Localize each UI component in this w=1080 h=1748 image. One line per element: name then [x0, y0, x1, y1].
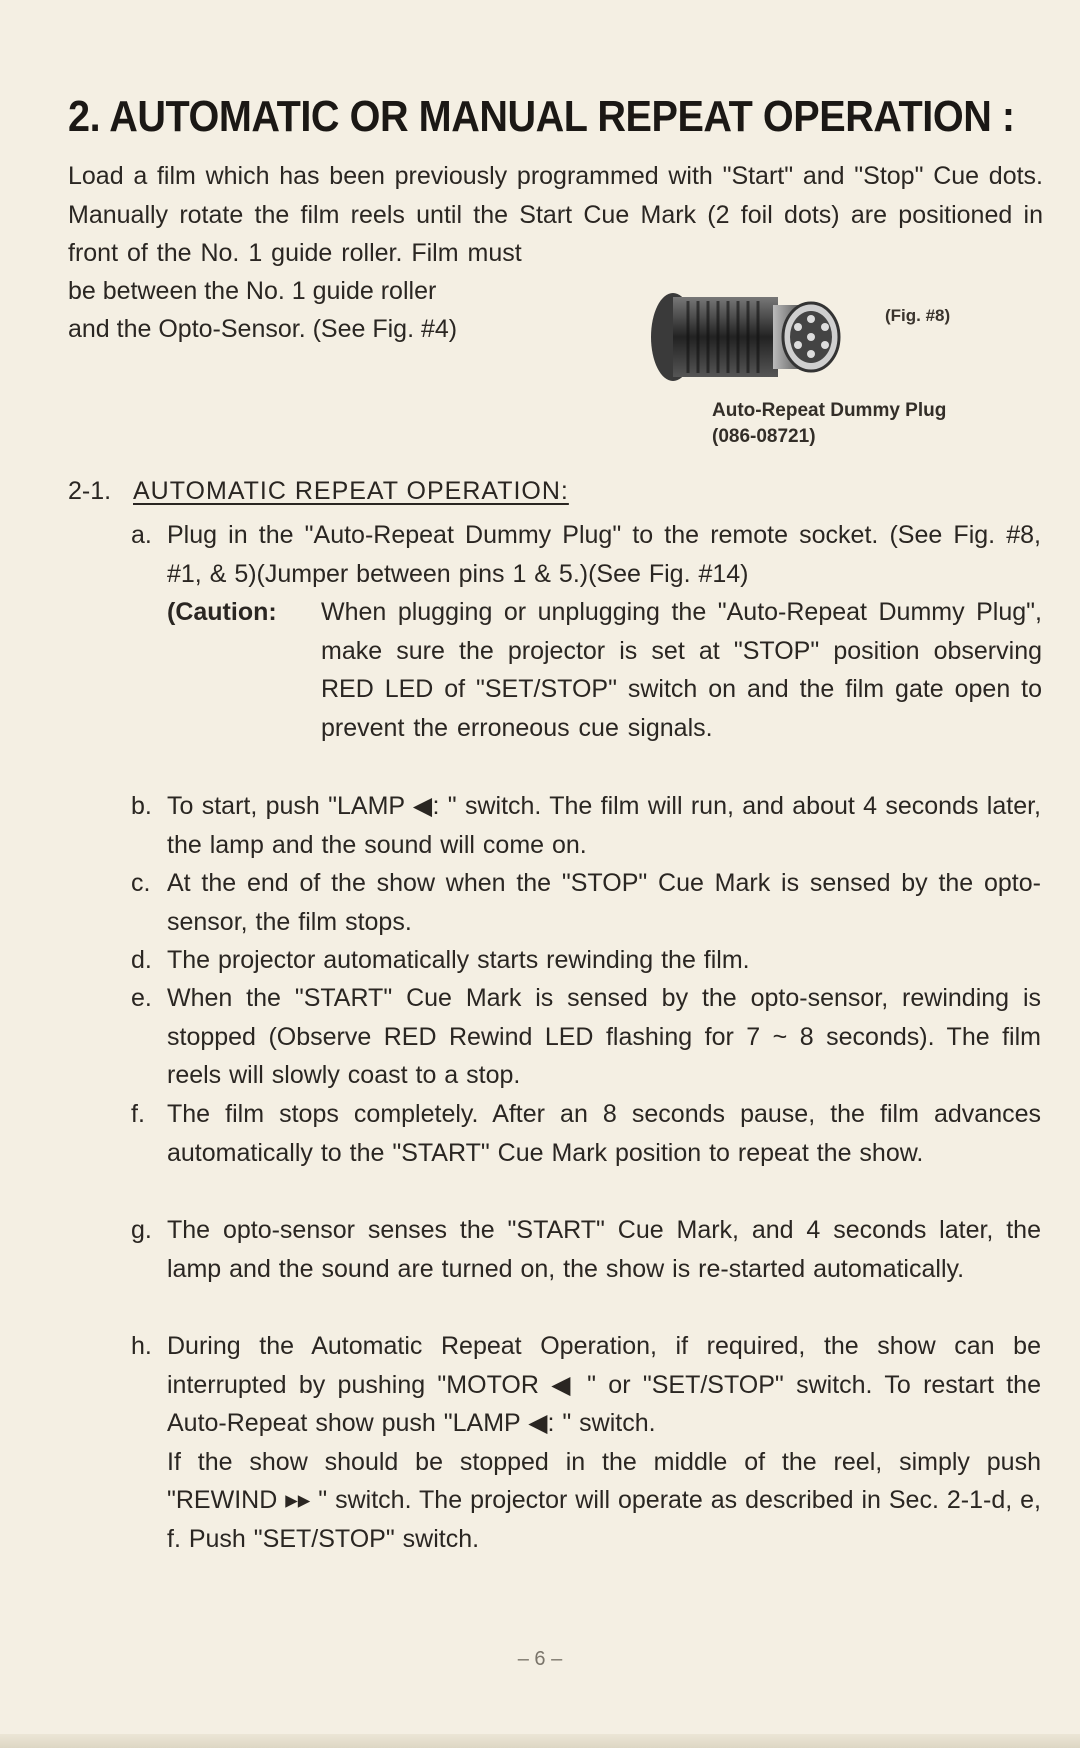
list-item-g — [131, 1211, 1041, 1288]
item-letter: a. — [131, 521, 152, 549]
item-letter: b. — [131, 792, 152, 820]
item-text: The projector automatically starts rewinding the film. — [167, 946, 750, 974]
item-text: When the "START" Cue Mark is sensed by the opto-sensor, rewinding is stopped (Observe RED Rewind LED flashing for 7 ~ 8 seconds). The film reels will slowly coast to a stop. — [167, 984, 1041, 1089]
figure-label: (Fig. #8) — [885, 306, 951, 325]
list-item-d — [131, 941, 1041, 980]
item-text-continued: If the show should be stopped in the middle of the reel, simply push "REWIND ▸▸ " switch. The projector will operate as described in Sec. 2-1-d, e, f. Push "SET/STOP" switch. — [167, 1447, 1041, 1553]
item-text: During the Automatic Repeat Operation, if required, the show can be interrupted by pushing "MOTOR ◀ " or "SET/STOP" switch. To restart the Auto-Repeat show push "LAMP ◀: " switch. — [167, 1332, 1041, 1437]
page-title: 2. AUTOMATIC OR MANUAL REPEAT OPERATION : — [68, 92, 1015, 141]
intro-paragraph: Load a film which has been previously programmed with "Start" and "Stop" Cue dots. Manually rotate the film reels until the Start Cue Mark (2 foil dots) are positioned in front of the No. 1 guide roller. Film must — [68, 162, 1043, 267]
item-text: At the end of the show when the "STOP" Cue Mark is sensed by the opto-sensor, the film stops. — [167, 869, 1041, 936]
item-letter: d. — [131, 946, 152, 974]
page-number: – 6 – — [517, 1648, 563, 1670]
item-text: Plug in the "Auto-Repeat Dummy Plug" to the remote socket. (See Fig. #8, #1, & 5)(Jumper between pins 1 & 5.)(See Fig. #14) — [167, 521, 1041, 588]
list-item-h — [131, 1327, 1041, 1558]
list-item-c — [131, 864, 1041, 941]
list-item-e — [131, 979, 1041, 1095]
caution-text: When plugging or unplugging the "Auto-Repeat Dummy Plug", make sure the projector is set at "STOP" position observing RED LED of "SET/STOP" switch on and the film gate open to prevent the erroneous cue signals. — [321, 598, 1042, 742]
item-letter: h. — [131, 1332, 152, 1360]
intro-line-4: be between the No. 1 guide roller — [68, 277, 437, 305]
caution-label: (Caution: — [167, 598, 277, 626]
section-number: 2-1. — [68, 477, 112, 505]
item-letter: f. — [131, 1100, 145, 1128]
section-title: AUTOMATIC REPEAT OPERATION: — [133, 477, 569, 505]
list-item-b — [131, 787, 1041, 864]
item-letter: g. — [131, 1216, 152, 1244]
item-letter: e. — [131, 984, 152, 1012]
figure-caption-name: Auto-Repeat Dummy Plug — [712, 400, 947, 421]
list-item-f — [131, 1095, 1041, 1172]
dummy-plug-image — [643, 287, 873, 387]
item-text: The film stops completely. After an 8 seconds pause, the film advances automatically to the "START" Cue Mark position to repeat the show. — [167, 1100, 1041, 1167]
figure-caption-partno: (086-08721) — [712, 426, 816, 447]
item-letter: c. — [131, 869, 151, 897]
intro-line-5: and the Opto-Sensor. (See Fig. #4) — [68, 315, 458, 343]
list-item-a — [131, 516, 1041, 593]
caution-note — [167, 593, 1042, 747]
figure-caption — [712, 398, 946, 450]
section-heading — [68, 477, 569, 506]
item-text: To start, push "LAMP ◀: " switch. The film will run, and about 4 seconds later, the lamp and the sound will come on. — [167, 792, 1041, 859]
item-text: The opto-sensor senses the "START" Cue Mark, and 4 seconds later, the lamp and the sound are turned on, the show is re-started automatically. — [167, 1216, 1041, 1283]
